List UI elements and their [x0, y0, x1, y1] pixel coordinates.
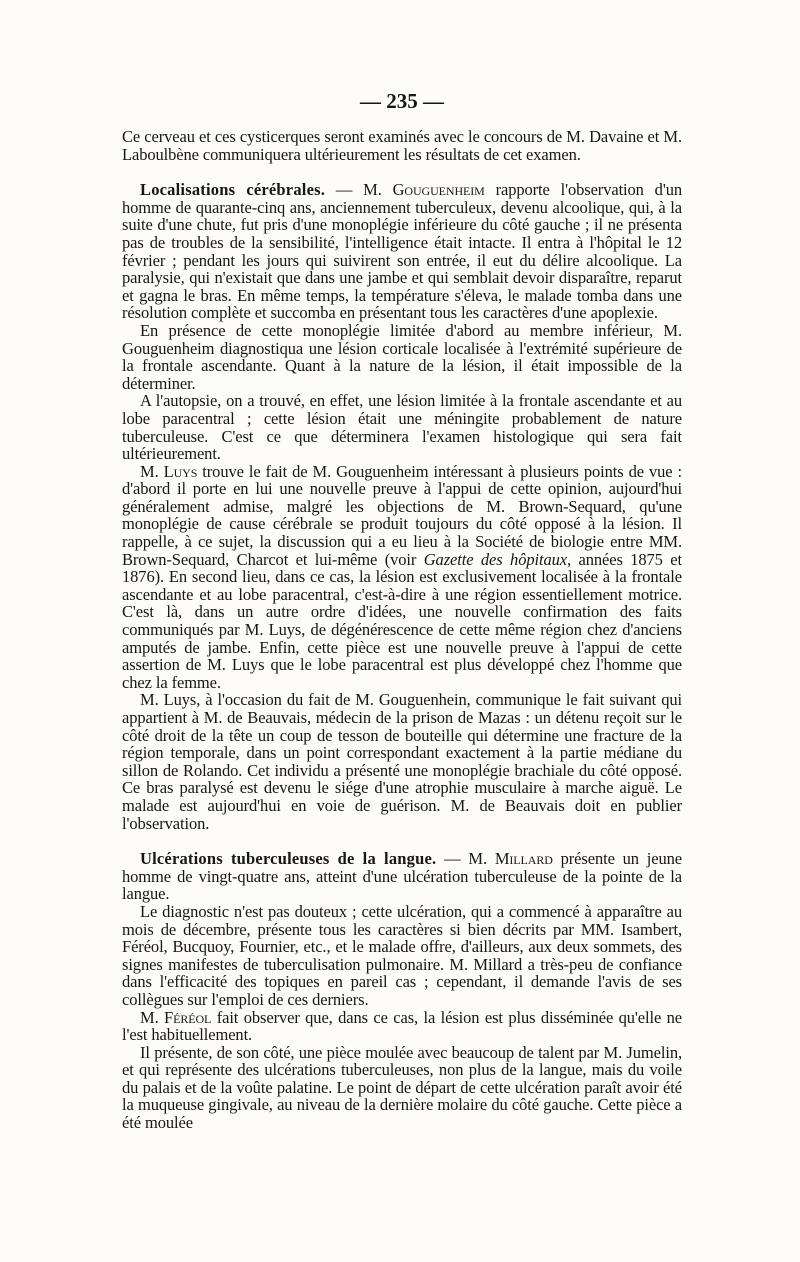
paragraph-p4 [122, 392, 682, 462]
text-run: M. [140, 461, 164, 481]
text-run: années 1875 et 1876). En second lieu, dans ce cas, la lésion est exclusivement localisée à la frontale ascendante et au lobe paracentral, c'est-à-dire à une région essentiellement motrice. C'est là, dans un autre ordre d'idées, une nouvelle confirmation des faits communiqués par M. Luys, de dégénérescence de cette même région chez d'anciens amputés de jambe. Enfin, cette pièce est une nouvelle preuve à l'appui de cette assertion de M. Luys que le lobe paracentral est plus développé chez l'homme que chez la femme. [122, 549, 682, 692]
paragraph-p2 [122, 181, 682, 322]
paragraph-p6 [122, 691, 682, 832]
citation-title: Gazette des hôpitaux, [423, 549, 572, 569]
paragraph-p3 [122, 322, 682, 392]
paragraph-p5 [122, 463, 682, 692]
text-run: Ce cerveau et ces cysticerques seront examinés avec le concours de M. Davaine et M. Laboulbène communiquera ultérieurement les résultats de cet examen. [122, 127, 682, 164]
text-run: — M. [325, 180, 393, 200]
text-run: A l'autopsie, on a trouvé, en effet, une lésion limitée à la frontale ascendante et au lobe paracentral ; cette lésion était une méningite probablement de nature tuberculeuse. C'est ce que déterminera l'examen histologique qui sera fait ultérieurement. [122, 391, 682, 464]
text-run: Le diagnostic n'est pas douteux ; cette ulcération, qui a commencé à apparaître au mois de décembre, présente tous les caractères si bien décrits par MM. Isambert, Féréol, Bucquoy, Fournier, etc., et le malade offre, d'ailleurs, aux deux sommets, des signes manifestes de tuberculisation pulmonaire. M. Millard a très-peu de confiance dans l'efficacité des topiques en pareil cas ; cependant, il demande l'avis de ses collègues sur l'emploi de ces derniers. [122, 901, 682, 1009]
text-run: Il présente, de son côté, une pièce moulée avec beaucoup de talent par M. Jumelin, et qui représente des ulcérations tuberculeuses, non plus de la langue, mais du voile du palais et de la voûte palatine. Le point de départ de cette ulcération paraît avoir été la muqueuse gingivale, au niveau de la dernière molaire du côté gauche. Cette pièce a été moulée [122, 1042, 682, 1133]
page-body [122, 128, 682, 1132]
paragraph-p1 [122, 128, 682, 163]
section-heading: Localisations cérébrales. [140, 180, 326, 200]
paragraph-p8 [122, 903, 682, 1009]
speaker-name: Gouguenheim [392, 180, 485, 200]
text-run: fait observer que, dans ce cas, la lésion est plus disséminée qu'elle ne l'est habituellement. [122, 1007, 682, 1045]
paragraph-p9 [122, 1009, 682, 1044]
text-run: M. [140, 1007, 165, 1027]
speaker-name: Millard [494, 849, 553, 869]
section-heading: Ulcérations tuberculeuses de la langue. [140, 849, 437, 869]
paragraph-p7 [122, 850, 682, 903]
text-run: trouve le fait de M. Gouguenheim intéressant à plusieurs points de vue : d'abord il porte en lui une nouvelle preuve à l'appui de cette opinion, aujourd'hui généralement admise, malgré les objections de M. Brown-Sequard, qu'une monoplégie de cause cérébrale se produit toujours du côté opposé à la lésion. Il rappelle, à ce sujet, la discussion qui a eu lieu à la Société de biologie entre MM. Brown-Sequard, Charcot et lui-même (voir [122, 461, 682, 569]
text-run: En présence de cette monoplégie limitée d'abord au membre inférieur, M. Gouguenheim diagnostiqua une lésion corticale localisée à l'extrémité supérieure de la frontale ascendante. Quant à la nature de la lésion, il était impossible de la déterminer. [122, 320, 682, 393]
text-run: M. Luys, à l'occasion du fait de M. Gouguenhein, communique le fait suivant qui appartient à M. de Beauvais, médecin de la prison de Mazas : un détenu reçoit sur le côté droit de la tête un coup de tesson de bouteille qui détermine une fracture de la région temporale, dans un point correspondant exactement à la partie médiane du sillon de Rolando. Cet individu a présenté une monoplégie brachiale du côté opposé. Ce bras paralysé est devenu le siége d'une atrophie musculaire à marche aiguë. Le malade est aujourd'hui en voie de guérison. M. de Beauvais doit en publier l'observation. [122, 690, 682, 833]
speaker-name: Féréol [164, 1007, 212, 1027]
text-run: — M. [436, 849, 495, 869]
paragraph-p10 [122, 1044, 682, 1132]
text-run: rapporte l'observation d'un homme de quarante-cinq ans, anciennement tuberculeux, devenu alcoolique, qui, à la suite d'une chute, fut pris d'une monoplégie inférieure du côté gauche ; il ne présenta pas de troubles de la sensibilité, l'intelligence était intacte. Il entra à l'hôpital le 12 février ; pendant les jours qui suivirent son entrée, il eut du délire alcoolique. La paralysie, qui n'existait que dans une jambe et qui semblait devoir disparaître, reparut et gagna le bras. En même temps, la température s'éleva, le malade tomba dans une résolution complète et succomba en présentant tous les caractères d'une apoplexie. [122, 180, 683, 323]
page-number: — 235 — [360, 89, 444, 113]
speaker-name: Luys [163, 461, 198, 481]
text-run: présente un jeune homme de vingt-quatre ans, atteint d'une ulcération tuberculeuse de la pointe de la langue. [122, 849, 683, 904]
